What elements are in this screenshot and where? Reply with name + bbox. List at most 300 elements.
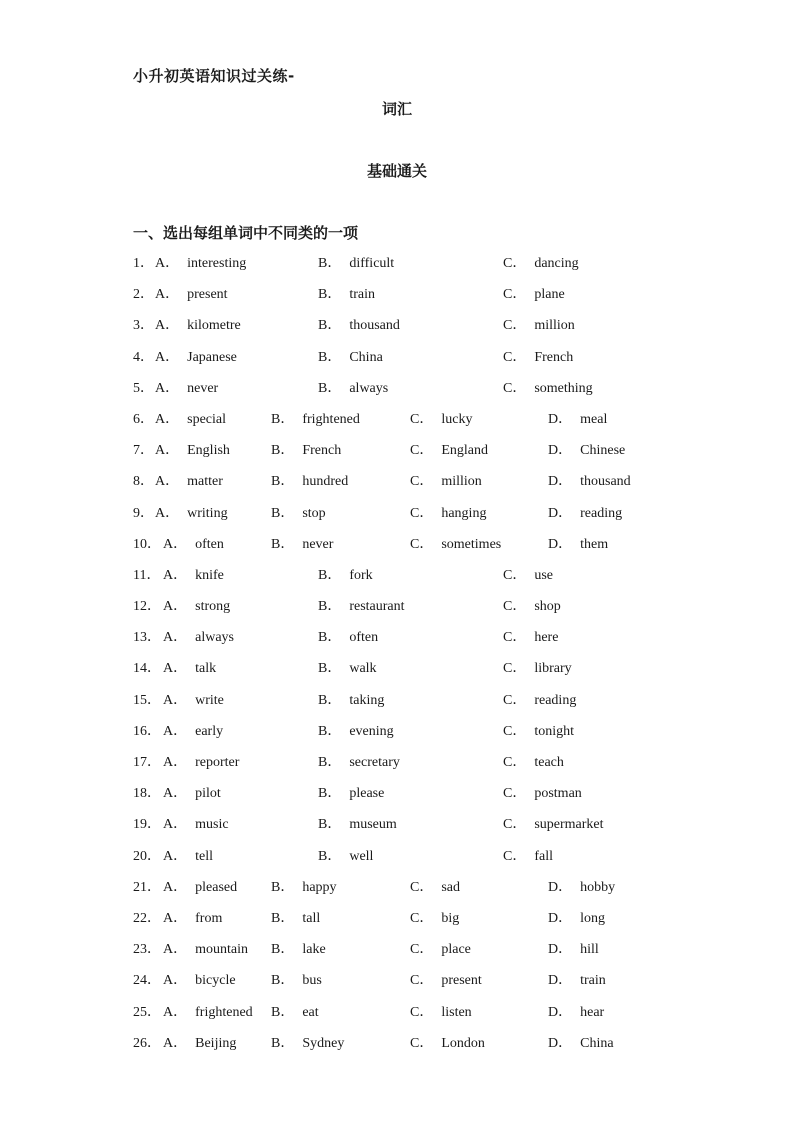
option-a [163, 536, 224, 554]
option-d [548, 1035, 614, 1053]
question-list [133, 255, 693, 1066]
question-number: 7． [133, 443, 154, 459]
option-d [548, 411, 607, 429]
option-word: postman [534, 786, 582, 802]
option-c [503, 380, 593, 398]
option-letter: D． [548, 411, 573, 427]
option-word: fall [534, 848, 553, 864]
option-a [163, 598, 230, 616]
option-letter: B． [271, 443, 295, 459]
option-word: hundred [302, 474, 349, 490]
option-word: secretary [349, 755, 400, 770]
option-a [163, 972, 236, 990]
option-letter: A． [163, 879, 188, 895]
option-word: Sydney [302, 1035, 345, 1051]
option-b [318, 255, 394, 273]
option-c [503, 660, 572, 678]
option-word: England [441, 443, 488, 459]
option-word: Beijing [195, 1035, 237, 1051]
question-row [133, 598, 693, 629]
option-word: London [441, 1035, 485, 1051]
option-word: here [534, 630, 559, 646]
option-d [548, 879, 615, 897]
option-letter: B． [318, 630, 342, 646]
option-word: early [195, 723, 224, 739]
option-b [318, 785, 384, 803]
option-word: Chinese [580, 443, 626, 459]
option-c [410, 972, 482, 990]
option-letter: A． [163, 910, 188, 926]
option-letter: A． [163, 817, 188, 833]
option-letter: B． [318, 287, 342, 303]
option-letter: B． [271, 879, 295, 895]
question-number: 14． [133, 661, 161, 677]
question-row [133, 941, 693, 972]
question-row [133, 848, 693, 879]
option-word: thousand [580, 474, 631, 490]
option-letter: C． [503, 287, 527, 303]
option-letter: D． [548, 942, 573, 958]
option-word: frightened [302, 411, 360, 427]
option-letter: A． [163, 942, 188, 958]
option-b [318, 660, 377, 678]
question-number: 13． [133, 630, 161, 646]
option-word: museum [349, 817, 397, 833]
option-letter: A． [155, 474, 180, 490]
question-number: 8． [133, 474, 154, 490]
option-letter: C． [410, 910, 434, 926]
question-number: 25． [133, 1004, 161, 1020]
option-word: English [187, 443, 230, 459]
option-word: talk [195, 661, 217, 677]
option-letter: B． [318, 349, 342, 365]
option-word: write [195, 692, 224, 708]
option-c [503, 598, 561, 616]
option-word: lake [302, 942, 326, 958]
question-row [133, 286, 693, 317]
option-letter: D． [548, 973, 573, 989]
option-word: tell [195, 848, 214, 864]
question-number: 3． [133, 318, 154, 334]
option-c [503, 629, 558, 647]
question-number: 6． [133, 411, 154, 427]
option-c [410, 910, 459, 928]
option-c [503, 754, 564, 772]
option-word: big [441, 910, 460, 926]
option-letter: A． [163, 1004, 188, 1020]
option-word: China [580, 1035, 614, 1051]
option-d [548, 910, 605, 928]
option-b [271, 505, 326, 523]
question-number: 22． [133, 910, 161, 926]
option-word: pleased [195, 879, 238, 895]
option-letter: A． [155, 411, 180, 427]
option-word: hobby [580, 879, 616, 895]
option-c [503, 255, 579, 273]
option-d [548, 972, 606, 990]
question-row [133, 473, 693, 504]
option-letter: A． [155, 318, 180, 334]
option-letter: C． [410, 1004, 434, 1020]
option-word: special [187, 411, 226, 427]
option-letter: C． [503, 256, 527, 271]
option-letter: A． [155, 380, 180, 396]
option-c [410, 505, 486, 523]
option-b [271, 1035, 344, 1053]
question-number: 10． [133, 536, 161, 552]
option-word: reading [580, 505, 623, 521]
option-b [271, 536, 333, 554]
question-number: 26． [133, 1035, 161, 1051]
option-b [271, 411, 360, 429]
option-word: dancing [534, 256, 579, 271]
option-letter: B． [318, 380, 342, 396]
option-letter: D． [548, 474, 573, 490]
question-row [133, 910, 693, 941]
option-c [503, 567, 553, 585]
option-letter: A． [163, 723, 188, 739]
option-word: listen [441, 1004, 472, 1020]
option-word: well [349, 848, 374, 864]
option-word: bus [302, 973, 322, 989]
option-c [503, 848, 553, 866]
option-letter: C． [503, 723, 527, 739]
option-word: train [580, 973, 606, 989]
question-row [133, 816, 693, 847]
option-word: sad [441, 879, 461, 895]
option-a [155, 411, 226, 429]
option-word: thousand [349, 318, 400, 334]
question-number: 11． [133, 567, 161, 583]
option-letter: C． [503, 380, 527, 396]
question-number: 1． [133, 256, 154, 271]
option-word: often [349, 630, 379, 646]
option-c [503, 723, 574, 741]
option-letter: B． [318, 723, 342, 739]
option-letter: B． [318, 817, 342, 833]
option-word: stop [302, 505, 326, 521]
option-letter: A． [163, 755, 188, 770]
option-c [410, 442, 488, 460]
option-word: plane [534, 287, 565, 303]
option-c [410, 879, 460, 897]
option-letter: D． [548, 443, 573, 459]
option-letter: B． [318, 599, 342, 615]
option-letter: C． [503, 318, 527, 334]
option-letter: B． [271, 1035, 295, 1051]
option-word: sometimes [441, 536, 502, 552]
option-a [163, 1004, 253, 1022]
option-word: hill [580, 942, 599, 958]
option-word: long [580, 910, 606, 926]
option-letter: C． [503, 692, 527, 708]
option-b [271, 941, 326, 959]
question-number: 20． [133, 848, 161, 864]
question-row [133, 567, 693, 598]
option-letter: C． [410, 536, 434, 552]
option-word: from [195, 910, 223, 926]
option-word: Japanese [187, 349, 237, 365]
option-letter: A． [155, 505, 180, 521]
option-letter: C． [503, 661, 527, 677]
question-number: 4． [133, 349, 154, 365]
option-a [155, 380, 218, 398]
option-d [548, 505, 622, 523]
option-c [410, 1035, 485, 1053]
question-row [133, 536, 693, 567]
option-letter: A． [163, 536, 188, 552]
option-word: reporter [195, 755, 240, 770]
option-b [318, 754, 400, 772]
option-a [163, 660, 216, 678]
option-letter: C． [503, 349, 527, 365]
difficulty-level-heading: 基础通关 [366, 162, 427, 180]
option-letter: B． [318, 256, 342, 271]
option-letter: B． [318, 786, 342, 802]
option-word: China [349, 349, 383, 365]
option-word: reading [534, 692, 577, 708]
option-c [410, 1004, 472, 1022]
option-letter: B． [271, 474, 295, 490]
option-word: place [441, 942, 471, 958]
option-b [318, 816, 397, 834]
option-c [410, 411, 472, 429]
option-b [271, 879, 337, 897]
option-word: tall [302, 910, 321, 926]
option-word: hear [580, 1004, 605, 1020]
option-letter: A． [163, 848, 188, 864]
option-d [548, 442, 625, 460]
question-row [133, 411, 693, 442]
option-a [155, 286, 228, 304]
option-word: happy [302, 879, 337, 895]
option-a [163, 629, 234, 647]
question-row [133, 317, 693, 348]
section-heading: 一、选出每组单词中不同类的一项 [133, 224, 359, 242]
option-word: kilometre [187, 318, 241, 334]
option-letter: B． [271, 411, 295, 427]
option-a [163, 692, 224, 710]
question-row [133, 972, 693, 1003]
option-word: frightened [195, 1004, 253, 1020]
question-number: 19． [133, 817, 161, 833]
option-letter: C． [410, 1035, 434, 1051]
option-letter: B． [271, 910, 295, 926]
question-row [133, 349, 693, 380]
option-c [503, 286, 565, 304]
question-number: 23． [133, 942, 161, 958]
question-row [133, 785, 693, 816]
question-row [133, 442, 693, 473]
option-letter: D． [548, 910, 573, 926]
option-letter: C． [503, 817, 527, 833]
option-word: restaurant [349, 599, 405, 615]
option-a [163, 754, 239, 772]
option-letter: A． [163, 567, 188, 583]
option-letter: B． [318, 318, 342, 334]
option-b [318, 317, 400, 335]
option-letter: D． [548, 1035, 573, 1051]
option-d [548, 473, 631, 491]
question-row [133, 629, 693, 660]
option-word: French [302, 443, 342, 459]
option-word: lucky [441, 411, 473, 427]
option-c [503, 692, 576, 710]
option-word: always [349, 380, 389, 396]
option-b [318, 567, 373, 585]
option-b [318, 692, 384, 710]
option-a [163, 1035, 236, 1053]
option-word: mountain [195, 942, 249, 958]
option-letter: B． [271, 536, 295, 552]
question-row [133, 505, 693, 536]
question-row [133, 723, 693, 754]
option-a [155, 255, 246, 273]
option-d [548, 1004, 604, 1022]
option-letter: C． [503, 848, 527, 864]
option-letter: B． [318, 755, 342, 770]
option-word: present [187, 287, 228, 303]
option-letter: A． [155, 443, 180, 459]
option-a [163, 567, 224, 585]
question-number: 17． [133, 755, 161, 770]
option-word: bicycle [195, 973, 236, 989]
option-b [318, 598, 405, 616]
option-b [318, 629, 378, 647]
option-c [503, 317, 575, 335]
option-letter: B． [318, 848, 342, 864]
option-letter: A． [163, 692, 188, 708]
option-b [271, 473, 348, 491]
option-a [163, 910, 222, 928]
document-title: 小升初英语知识过关练- [133, 67, 295, 85]
option-word: tonight [534, 723, 575, 739]
question-row [133, 660, 693, 691]
option-a [163, 816, 229, 834]
question-number: 24． [133, 973, 161, 989]
question-number: 2． [133, 287, 154, 303]
option-letter: C． [410, 879, 434, 895]
option-word: never [302, 536, 334, 552]
option-word: present [441, 973, 482, 989]
option-letter: C． [503, 630, 527, 646]
question-number: 9． [133, 505, 154, 521]
option-b [318, 380, 388, 398]
option-a [163, 848, 213, 866]
option-a [163, 941, 248, 959]
option-letter: C． [410, 411, 434, 427]
option-letter: A． [163, 1035, 188, 1051]
option-letter: A． [155, 349, 180, 365]
option-letter: B． [271, 505, 295, 521]
option-word: never [187, 380, 219, 396]
question-number: 21． [133, 879, 161, 895]
option-word: writing [187, 505, 228, 521]
option-letter: C． [410, 443, 434, 459]
option-word: train [349, 287, 375, 303]
option-a [163, 785, 221, 803]
option-a [155, 473, 223, 491]
option-word: something [534, 380, 593, 396]
option-letter: A． [155, 287, 180, 303]
option-word: French [534, 349, 574, 365]
option-b [271, 1004, 319, 1022]
question-number: 5． [133, 380, 154, 396]
question-number: 12． [133, 599, 161, 615]
option-letter: C． [410, 505, 434, 521]
option-word: often [195, 536, 224, 552]
option-word: strong [195, 599, 231, 615]
option-c [410, 536, 501, 554]
option-letter: B． [271, 973, 295, 989]
option-letter: A． [155, 256, 180, 271]
option-c [410, 473, 482, 491]
option-letter: D． [548, 505, 573, 521]
option-b [318, 286, 375, 304]
option-c [503, 816, 604, 834]
option-word: library [534, 661, 572, 677]
option-word: teach [534, 755, 564, 770]
option-c [503, 785, 582, 803]
option-word: hanging [441, 505, 487, 521]
question-row [133, 1004, 693, 1035]
option-a [163, 879, 237, 897]
option-b [318, 349, 383, 367]
question-number: 15． [133, 692, 161, 708]
option-letter: C． [503, 755, 527, 770]
option-letter: C． [503, 567, 527, 583]
option-word: walk [349, 661, 377, 677]
option-word: music [195, 817, 229, 833]
question-row [133, 380, 693, 411]
option-word: evening [349, 723, 394, 739]
option-word: interesting [187, 256, 247, 271]
option-b [271, 442, 341, 460]
option-b [271, 972, 322, 990]
option-word: them [580, 536, 609, 552]
option-letter: C． [410, 973, 434, 989]
option-b [318, 723, 394, 741]
option-word: million [441, 474, 482, 490]
option-letter: B． [271, 1004, 295, 1020]
option-letter: A． [163, 661, 188, 677]
option-word: supermarket [534, 817, 604, 833]
option-word: please [349, 786, 385, 802]
option-letter: C． [410, 474, 434, 490]
option-word: pilot [195, 786, 221, 802]
option-letter: A． [163, 599, 188, 615]
option-letter: D． [548, 536, 573, 552]
question-number: 18． [133, 786, 161, 802]
option-word: matter [187, 474, 223, 490]
option-letter: D． [548, 879, 573, 895]
option-letter: B． [318, 692, 342, 708]
option-word: eat [302, 1004, 319, 1020]
option-letter: A． [163, 786, 188, 802]
option-b [318, 848, 373, 866]
option-word: difficult [349, 256, 395, 271]
option-letter: B． [271, 942, 295, 958]
option-a [155, 349, 237, 367]
option-letter: C． [503, 786, 527, 802]
option-letter: C． [503, 599, 527, 615]
option-word: million [534, 318, 575, 334]
question-number: 16． [133, 723, 161, 739]
option-a [155, 442, 230, 460]
option-a [155, 505, 228, 523]
option-d [548, 941, 599, 959]
option-letter: B． [318, 567, 342, 583]
